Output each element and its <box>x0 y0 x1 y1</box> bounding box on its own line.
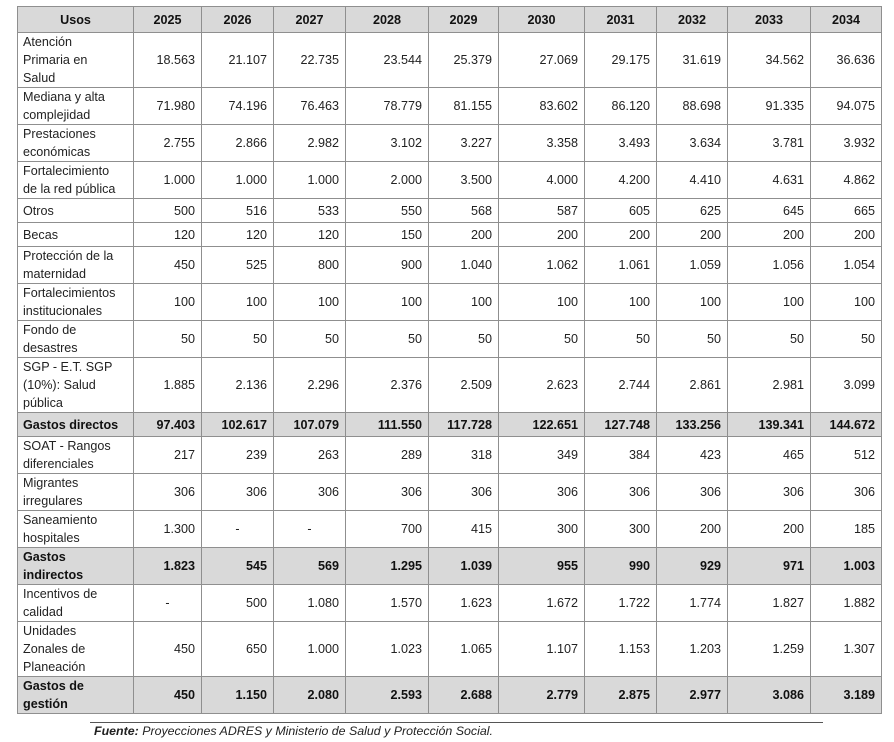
row-label-line: Fondo de <box>23 323 77 337</box>
row-label-line: calidad <box>23 605 63 619</box>
value-cell: 36.636 <box>811 33 882 88</box>
value-cell: 3.086 <box>728 677 811 714</box>
value-cell: 1.150 <box>202 677 274 714</box>
header-year: 2031 <box>585 7 657 33</box>
row-label <box>18 162 134 199</box>
value-cell: 50 <box>585 321 657 358</box>
value-cell: 88.698 <box>657 88 728 125</box>
value-cell: 50 <box>657 321 728 358</box>
value-cell: 2.623 <box>499 358 585 413</box>
table-row <box>18 88 882 125</box>
value-cell: 700 <box>346 511 429 548</box>
row-label-line: irregulares <box>23 494 83 508</box>
row-label <box>18 585 134 622</box>
value-cell: 625 <box>657 199 728 223</box>
table-row <box>18 474 882 511</box>
row-label-line: Primaria en <box>23 53 88 67</box>
value-cell: 122.651 <box>499 413 585 437</box>
value-cell: 3.932 <box>811 125 882 162</box>
value-cell: 50 <box>429 321 499 358</box>
row-label-line: económicas <box>23 145 91 159</box>
row-label-line: Fortalecimientos <box>23 286 116 300</box>
value-cell: 587 <box>499 199 585 223</box>
value-cell: 415 <box>429 511 499 548</box>
value-cell: 1.000 <box>202 162 274 199</box>
header-row <box>18 7 882 33</box>
row-label-line: Gastos de <box>23 679 84 693</box>
value-cell: 1.054 <box>811 247 882 284</box>
value-cell: 3.493 <box>585 125 657 162</box>
row-label-line: (10%): Salud <box>23 378 96 392</box>
header-year: 2025 <box>134 7 202 33</box>
value-cell: 2.080 <box>274 677 346 714</box>
value-cell: 185 <box>811 511 882 548</box>
value-cell: 71.980 <box>134 88 202 125</box>
value-cell: 1.827 <box>728 585 811 622</box>
value-cell: 306 <box>346 474 429 511</box>
table-row <box>18 284 882 321</box>
value-cell: 1.107 <box>499 622 585 677</box>
value-cell: 1.000 <box>134 162 202 199</box>
value-cell: 100 <box>585 284 657 321</box>
value-cell: 1.295 <box>346 548 429 585</box>
value-cell: 2.779 <box>499 677 585 714</box>
value-cell: 1.823 <box>134 548 202 585</box>
row-label-line: Prestaciones <box>23 127 96 141</box>
budget-table <box>17 6 882 714</box>
value-cell: 450 <box>134 622 202 677</box>
row-label-line: hospitales <box>23 531 80 545</box>
value-cell: 550 <box>346 199 429 223</box>
table-row <box>18 199 882 223</box>
value-cell: 1.203 <box>657 622 728 677</box>
value-cell: 3.781 <box>728 125 811 162</box>
value-cell: 1.065 <box>429 622 499 677</box>
table-row <box>18 511 882 548</box>
row-label <box>18 33 134 88</box>
footnote-text: Proyecciones ADRES y Ministerio de Salud y Protección Social. <box>138 724 493 738</box>
value-cell: 2.296 <box>274 358 346 413</box>
value-cell: 300 <box>585 511 657 548</box>
value-cell: 450 <box>134 677 202 714</box>
header-year: 2032 <box>657 7 728 33</box>
row-label-line: desastres <box>23 341 78 355</box>
value-cell: 50 <box>134 321 202 358</box>
value-cell: 516 <box>202 199 274 223</box>
value-cell: 306 <box>811 474 882 511</box>
value-cell: 200 <box>585 223 657 247</box>
value-cell: 500 <box>134 199 202 223</box>
value-cell: 4.631 <box>728 162 811 199</box>
row-label <box>18 247 134 284</box>
value-cell: 78.779 <box>346 88 429 125</box>
row-label-line: Protección de la <box>23 249 114 263</box>
row-label-line: Mediana y alta <box>23 90 105 104</box>
value-cell: 306 <box>274 474 346 511</box>
value-cell: 306 <box>429 474 499 511</box>
value-cell: 4.410 <box>657 162 728 199</box>
value-cell: 100 <box>657 284 728 321</box>
value-cell: 929 <box>657 548 728 585</box>
footnote-rule <box>90 722 823 723</box>
row-label-line: Incentivos de <box>23 587 98 601</box>
value-cell: 569 <box>274 548 346 585</box>
value-cell: 100 <box>346 284 429 321</box>
value-cell: 100 <box>499 284 585 321</box>
row-label-line: Salud <box>23 71 56 85</box>
row-label-line: Planeación <box>23 660 86 674</box>
value-cell: 83.602 <box>499 88 585 125</box>
row-label-line: diferenciales <box>23 457 94 471</box>
row-label-line: gestión <box>23 697 68 711</box>
value-cell: 50 <box>346 321 429 358</box>
row-label-line: Zonales de <box>23 642 86 656</box>
value-cell: 1.000 <box>274 622 346 677</box>
header-usos: Usos <box>18 7 134 33</box>
value-cell: 50 <box>274 321 346 358</box>
row-label <box>18 125 134 162</box>
value-cell: 4.000 <box>499 162 585 199</box>
value-cell: 384 <box>585 437 657 474</box>
value-cell: 1.059 <box>657 247 728 284</box>
value-cell: 1.056 <box>728 247 811 284</box>
value-cell: - <box>202 511 274 548</box>
value-cell: 2.688 <box>429 677 499 714</box>
value-cell: 1.722 <box>585 585 657 622</box>
value-cell: 100 <box>134 284 202 321</box>
row-label <box>18 223 134 247</box>
value-cell: 31.619 <box>657 33 728 88</box>
value-cell: 29.175 <box>585 33 657 88</box>
value-cell: 100 <box>811 284 882 321</box>
value-cell: 76.463 <box>274 88 346 125</box>
value-cell: 22.735 <box>274 33 346 88</box>
value-cell: 100 <box>274 284 346 321</box>
value-cell: 2.977 <box>657 677 728 714</box>
value-cell: 1.023 <box>346 622 429 677</box>
row-label-line: institucionales <box>23 304 103 318</box>
header-year: 2034 <box>811 7 882 33</box>
row-label-line: complejidad <box>23 108 91 122</box>
value-cell: 200 <box>728 511 811 548</box>
value-cell: 3.500 <box>429 162 499 199</box>
value-cell: 306 <box>499 474 585 511</box>
value-cell: 100 <box>429 284 499 321</box>
value-cell: 217 <box>134 437 202 474</box>
value-cell: 23.544 <box>346 33 429 88</box>
value-cell: 239 <box>202 437 274 474</box>
value-cell: 1.307 <box>811 622 882 677</box>
value-cell: 120 <box>134 223 202 247</box>
value-cell: 1.259 <box>728 622 811 677</box>
table-body <box>18 33 882 714</box>
table-row <box>18 33 882 88</box>
value-cell: 133.256 <box>657 413 728 437</box>
table-row <box>18 585 882 622</box>
row-label <box>18 511 134 548</box>
row-label <box>18 677 134 714</box>
table-row <box>18 321 882 358</box>
row-label-line: Fortalecimiento <box>23 164 110 178</box>
value-cell: 3.227 <box>429 125 499 162</box>
value-cell: 2.861 <box>657 358 728 413</box>
row-label-line: Gastos <box>23 550 66 564</box>
value-cell: 2.509 <box>429 358 499 413</box>
value-cell: 74.196 <box>202 88 274 125</box>
value-cell: 1.300 <box>134 511 202 548</box>
row-label-line: Otros <box>23 203 54 218</box>
table-row <box>18 162 882 199</box>
table-row <box>18 622 882 677</box>
footnote-label: Fuente: <box>94 724 139 738</box>
value-cell: 971 <box>728 548 811 585</box>
value-cell: 1.882 <box>811 585 882 622</box>
value-cell: 2.866 <box>202 125 274 162</box>
value-cell: 450 <box>134 247 202 284</box>
value-cell: - <box>134 585 202 622</box>
value-cell: 3.099 <box>811 358 882 413</box>
value-cell: 2.136 <box>202 358 274 413</box>
value-cell: 525 <box>202 247 274 284</box>
table-header <box>18 7 882 33</box>
table-row <box>18 247 882 284</box>
value-cell: 200 <box>728 223 811 247</box>
row-label <box>18 284 134 321</box>
row-label <box>18 413 134 437</box>
value-cell: 111.550 <box>346 413 429 437</box>
value-cell: 1.003 <box>811 548 882 585</box>
value-cell: 150 <box>346 223 429 247</box>
row-label <box>18 88 134 125</box>
value-cell: 50 <box>811 321 882 358</box>
header-year: 2026 <box>202 7 274 33</box>
value-cell: 533 <box>274 199 346 223</box>
value-cell: 2.981 <box>728 358 811 413</box>
value-cell: 1.040 <box>429 247 499 284</box>
value-cell: 25.379 <box>429 33 499 88</box>
value-cell: 1.061 <box>585 247 657 284</box>
value-cell: 2.593 <box>346 677 429 714</box>
header-year: 2030 <box>499 7 585 33</box>
value-cell: 50 <box>202 321 274 358</box>
value-cell: 120 <box>202 223 274 247</box>
value-cell: 645 <box>728 199 811 223</box>
value-cell: 800 <box>274 247 346 284</box>
value-cell: 2.875 <box>585 677 657 714</box>
value-cell: 4.862 <box>811 162 882 199</box>
value-cell: 117.728 <box>429 413 499 437</box>
value-cell: 1.062 <box>499 247 585 284</box>
header-year: 2027 <box>274 7 346 33</box>
value-cell: 200 <box>657 223 728 247</box>
value-cell: 306 <box>202 474 274 511</box>
value-cell: 306 <box>585 474 657 511</box>
value-cell: 306 <box>657 474 728 511</box>
value-cell: 289 <box>346 437 429 474</box>
value-cell: 1.774 <box>657 585 728 622</box>
value-cell: 94.075 <box>811 88 882 125</box>
value-cell: 423 <box>657 437 728 474</box>
value-cell: - <box>274 511 346 548</box>
value-cell: 91.335 <box>728 88 811 125</box>
table-row <box>18 223 882 247</box>
value-cell: 1.885 <box>134 358 202 413</box>
value-cell: 200 <box>657 511 728 548</box>
value-cell: 900 <box>346 247 429 284</box>
value-cell: 465 <box>728 437 811 474</box>
table-row <box>18 437 882 474</box>
row-label-line: Atención <box>23 35 73 49</box>
header-year: 2029 <box>429 7 499 33</box>
value-cell: 100 <box>728 284 811 321</box>
value-cell: 200 <box>429 223 499 247</box>
value-cell: 2.000 <box>346 162 429 199</box>
value-cell: 306 <box>728 474 811 511</box>
value-cell: 1.039 <box>429 548 499 585</box>
footnote <box>94 724 493 738</box>
row-label-line: maternidad <box>23 267 87 281</box>
value-cell: 34.562 <box>728 33 811 88</box>
subtotal-row <box>18 677 882 714</box>
row-label-line: de la red pública <box>23 182 116 196</box>
value-cell: 27.069 <box>499 33 585 88</box>
value-cell: 97.403 <box>134 413 202 437</box>
value-cell: 349 <box>499 437 585 474</box>
subtotal-row <box>18 548 882 585</box>
value-cell: 2.744 <box>585 358 657 413</box>
row-label <box>18 474 134 511</box>
value-cell: 50 <box>499 321 585 358</box>
value-cell: 139.341 <box>728 413 811 437</box>
value-cell: 500 <box>202 585 274 622</box>
value-cell: 263 <box>274 437 346 474</box>
row-label <box>18 321 134 358</box>
value-cell: 4.200 <box>585 162 657 199</box>
row-label <box>18 622 134 677</box>
table-row <box>18 125 882 162</box>
value-cell: 2.755 <box>134 125 202 162</box>
value-cell: 107.079 <box>274 413 346 437</box>
row-label-line: Unidades <box>23 624 77 638</box>
value-cell: 3.189 <box>811 677 882 714</box>
value-cell: 100 <box>202 284 274 321</box>
value-cell: 1.570 <box>346 585 429 622</box>
value-cell: 50 <box>728 321 811 358</box>
value-cell: 127.748 <box>585 413 657 437</box>
row-label-line: SGP - E.T. SGP <box>23 360 113 374</box>
row-label-line: Migrantes <box>23 476 79 490</box>
value-cell: 200 <box>499 223 585 247</box>
value-cell: 605 <box>585 199 657 223</box>
value-cell: 1.080 <box>274 585 346 622</box>
value-cell: 990 <box>585 548 657 585</box>
value-cell: 1.153 <box>585 622 657 677</box>
row-label-line: pública <box>23 396 63 410</box>
row-label <box>18 437 134 474</box>
row-label-line: Saneamiento <box>23 513 98 527</box>
row-label-line: SOAT - Rangos <box>23 439 111 453</box>
value-cell: 144.672 <box>811 413 882 437</box>
row-label-line: Gastos directos <box>23 417 119 432</box>
value-cell: 955 <box>499 548 585 585</box>
row-label <box>18 199 134 223</box>
value-cell: 21.107 <box>202 33 274 88</box>
value-cell: 81.155 <box>429 88 499 125</box>
value-cell: 650 <box>202 622 274 677</box>
value-cell: 2.982 <box>274 125 346 162</box>
row-label <box>18 358 134 413</box>
value-cell: 545 <box>202 548 274 585</box>
value-cell: 568 <box>429 199 499 223</box>
value-cell: 3.102 <box>346 125 429 162</box>
row-label-line: indirectos <box>23 568 84 582</box>
value-cell: 665 <box>811 199 882 223</box>
value-cell: 1.623 <box>429 585 499 622</box>
value-cell: 1.672 <box>499 585 585 622</box>
value-cell: 102.617 <box>202 413 274 437</box>
value-cell: 3.634 <box>657 125 728 162</box>
value-cell: 2.376 <box>346 358 429 413</box>
row-label-line: Becas <box>23 227 59 242</box>
value-cell: 120 <box>274 223 346 247</box>
subtotal-row <box>18 413 882 437</box>
table-row <box>18 358 882 413</box>
value-cell: 512 <box>811 437 882 474</box>
value-cell: 86.120 <box>585 88 657 125</box>
value-cell: 318 <box>429 437 499 474</box>
value-cell: 18.563 <box>134 33 202 88</box>
value-cell: 200 <box>811 223 882 247</box>
header-year: 2033 <box>728 7 811 33</box>
row-label <box>18 548 134 585</box>
header-year: 2028 <box>346 7 429 33</box>
value-cell: 1.000 <box>274 162 346 199</box>
value-cell: 300 <box>499 511 585 548</box>
value-cell: 306 <box>134 474 202 511</box>
value-cell: 3.358 <box>499 125 585 162</box>
